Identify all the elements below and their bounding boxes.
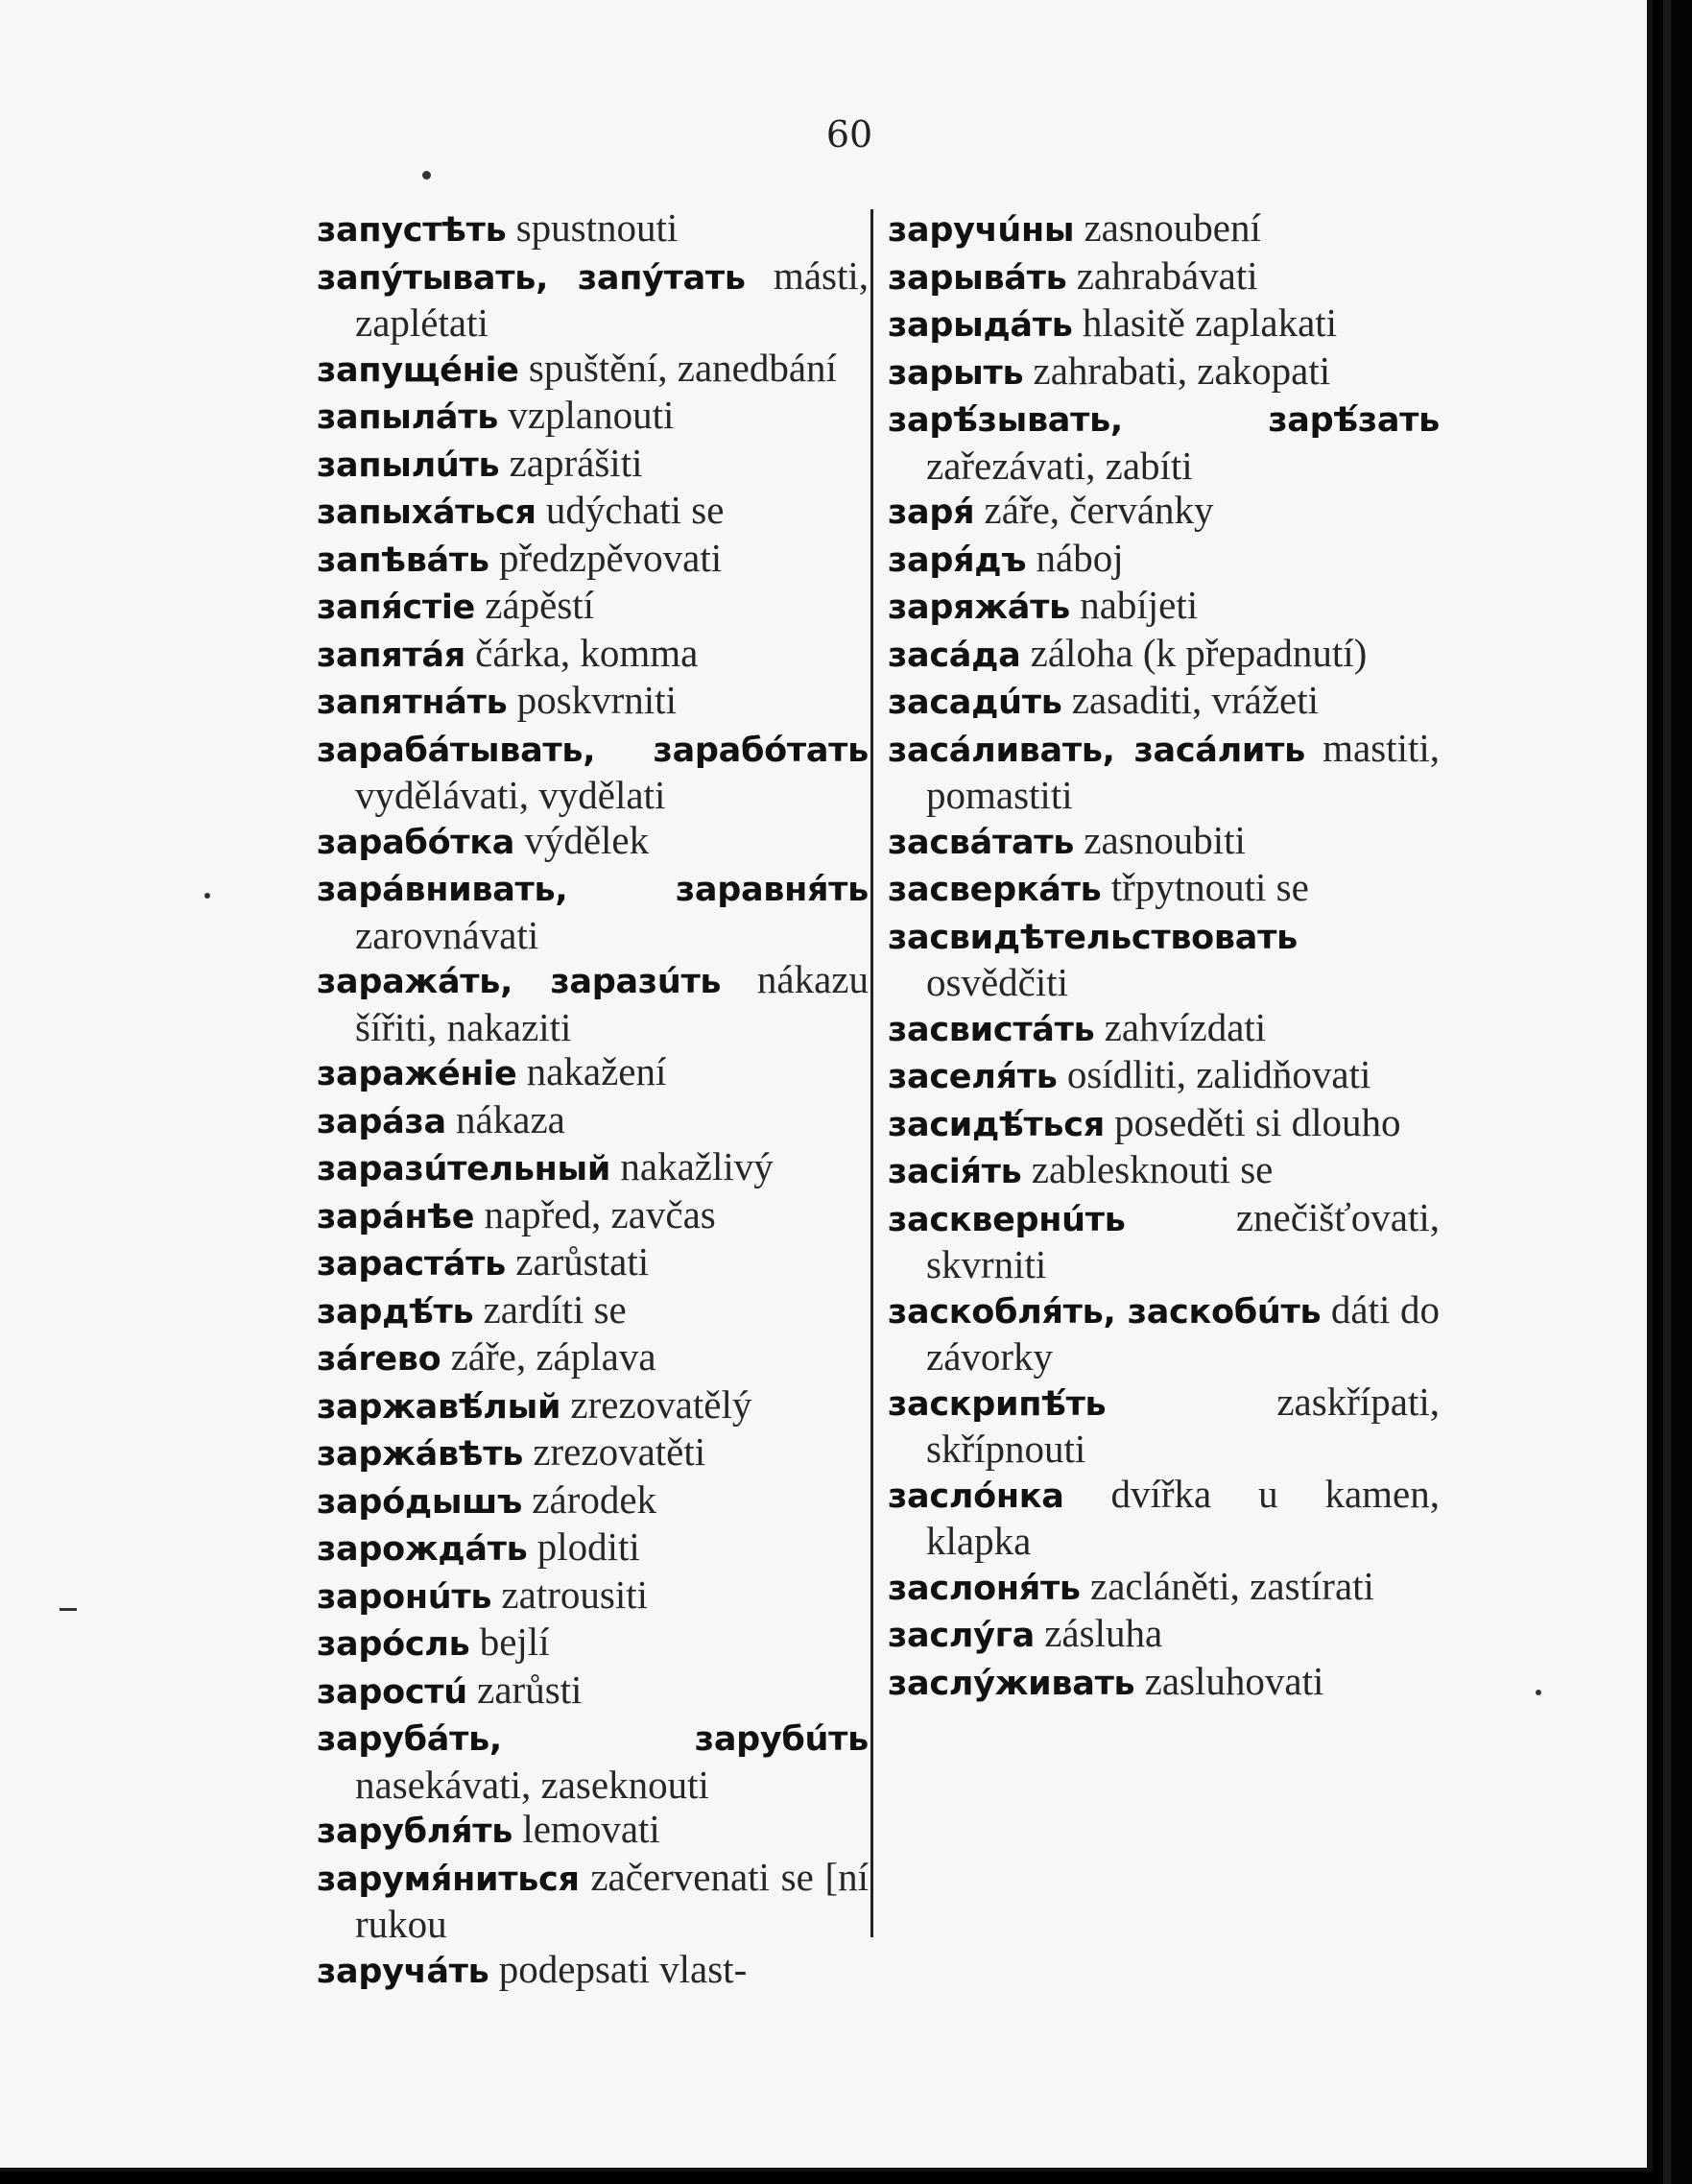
headword: заражéніе <box>317 1055 517 1093</box>
headword: засидѣ́ться <box>888 1105 1105 1144</box>
headword: зарождáть <box>317 1530 528 1569</box>
dictionary-entry <box>888 1005 1440 1053</box>
definition: předzpěvovati <box>498 535 723 580</box>
definition: osvědčiti <box>926 960 1069 1004</box>
dictionary-entry <box>888 205 1440 253</box>
headword: зарáвнивать, заравня́ть <box>317 871 869 909</box>
dictionary-entry <box>888 1052 1440 1100</box>
dictionary-entry <box>317 631 869 679</box>
dictionary-entry <box>317 1620 869 1668</box>
dictionary-entry <box>888 678 1440 726</box>
headword: засверкáть <box>888 871 1102 909</box>
definition: záloha (k přepadnutí) <box>1030 630 1368 675</box>
definition: podepsati vlast- <box>498 1946 748 1991</box>
left-column <box>317 205 869 1994</box>
headword: заскрипѣ́ть <box>888 1384 1107 1424</box>
definition: osídliti, zalidňovati <box>1066 1052 1371 1096</box>
definition: napřed, zavčas <box>484 1191 716 1236</box>
headword: заразúтельный <box>317 1150 611 1188</box>
headword: запылúть <box>317 445 500 485</box>
headword: запѣвáть <box>317 540 489 580</box>
ink-speck <box>60 1608 77 1611</box>
headword: заряжáть <box>888 588 1070 627</box>
headword: заражáть, заразúть <box>317 963 722 1001</box>
headword: зарыть <box>888 353 1024 393</box>
definition: záře, záplava <box>450 1334 656 1379</box>
dictionary-entry <box>888 348 1440 396</box>
headword: зарумя́ниться <box>317 1860 580 1899</box>
dictionary-entry <box>888 1195 1440 1287</box>
headword: зárево <box>317 1340 441 1379</box>
headword: зарабóтка <box>317 823 515 862</box>
headword: зарыдáть <box>888 306 1073 345</box>
dictionary-entry <box>888 1611 1440 1659</box>
definition: zarůstati <box>515 1239 650 1284</box>
dictionary-entry <box>888 583 1440 631</box>
dictionary-entry <box>317 1097 869 1145</box>
definition: zatrousiti <box>501 1572 648 1617</box>
definition: náboj <box>1036 535 1124 580</box>
headword: зарáза <box>317 1102 446 1141</box>
headword: засадúть <box>888 684 1062 722</box>
definition: spuštění, zanedbání <box>528 345 837 390</box>
dictionary-entry <box>317 1334 869 1382</box>
definition: zasnoubiti <box>1084 817 1246 862</box>
headword: запятáя <box>317 636 465 675</box>
definition: bejlí <box>479 1620 550 1664</box>
headword: заржавѣ́лый <box>317 1387 561 1427</box>
definition: nákazu šířiti, nakaziti <box>355 957 869 1049</box>
definition: másti, zaplétati <box>355 252 869 345</box>
headword: зарастáть <box>317 1245 506 1284</box>
definition: zásluha <box>1044 1611 1163 1655</box>
definition: čárka, komma <box>475 630 699 675</box>
headword: заслоня́ть <box>888 1569 1081 1608</box>
headword: засáда <box>888 636 1021 675</box>
headword: зарабáтывать, зарабóтать <box>317 731 869 770</box>
dictionary-entry <box>317 1572 869 1620</box>
dictionary-entry <box>888 1472 1440 1564</box>
definition: vydělávati, vydělati <box>355 773 666 817</box>
headword: заростú <box>317 1672 467 1712</box>
page-number: 60 <box>825 113 873 156</box>
definition: spustnouti <box>515 205 679 250</box>
headword: заслýживать <box>888 1664 1135 1703</box>
definition: poseděti si dlouho <box>1114 1099 1401 1144</box>
definition: poskvrniti <box>516 678 677 722</box>
headword: зардѣ́ть <box>317 1292 474 1332</box>
definition: zahrabati, zakopati <box>1033 348 1331 393</box>
dictionary-entry <box>888 536 1440 584</box>
definition: záře, červánky <box>984 488 1214 532</box>
right-column <box>888 205 1440 1706</box>
dictionary-entry <box>888 913 1440 1005</box>
headword: засáливать, засáлить <box>888 731 1305 770</box>
headword: заря́дъ <box>888 540 1027 580</box>
headword: заржáвѣть <box>317 1435 524 1474</box>
headword: заслóнка <box>888 1476 1064 1516</box>
definition: nasekávati, zaseknouti <box>355 1762 709 1807</box>
headword: запятнáть <box>317 684 508 722</box>
dictionary-entry <box>317 1287 869 1335</box>
binding-rule <box>1663 0 1671 2184</box>
definition: lemovati <box>522 1807 660 1851</box>
definition: mastiti, pomastiti <box>926 725 1440 817</box>
dictionary-entry <box>317 441 869 489</box>
dictionary-entry <box>317 1382 869 1430</box>
definition: zárodek <box>532 1476 657 1522</box>
headword: заслýга <box>888 1617 1035 1655</box>
definition: zardíti se <box>483 1286 627 1332</box>
definition: znečišťovati, skvrniti <box>926 1194 1440 1286</box>
dictionary-entry <box>317 1429 869 1477</box>
dictionary-entry <box>317 253 869 346</box>
definition: zablesknouti se <box>1031 1147 1274 1191</box>
definition: zařezávati, zabíti <box>926 443 1193 488</box>
headword: заселя́ть <box>888 1058 1058 1096</box>
definition: ploditi <box>536 1524 640 1569</box>
dictionary-entry <box>317 818 869 866</box>
headword: зарóсль <box>317 1625 470 1664</box>
dictionary-entry <box>888 1659 1440 1707</box>
dictionary-entry <box>317 393 869 441</box>
headword: запущéніе <box>317 350 519 390</box>
definition: začervenati se [ní rukou <box>355 1854 869 1946</box>
dictionary-entry <box>888 1564 1440 1612</box>
headword: запустѣть <box>317 211 507 250</box>
dictionary-entry <box>317 865 869 957</box>
dictionary-entry <box>317 1947 869 1995</box>
definition: zacláněti, zastírati <box>1090 1563 1374 1608</box>
definition: zarůsti <box>477 1667 583 1712</box>
ink-speck <box>1536 1690 1541 1695</box>
definition: vzplanouti <box>508 393 675 437</box>
dictionary-entry <box>888 865 1440 913</box>
headword: засвáтать <box>888 823 1075 862</box>
headword: заручáть <box>317 1952 489 1991</box>
definition: zrezovatělý <box>570 1381 752 1427</box>
dictionary-entry <box>317 346 869 394</box>
dictionary-entry <box>317 726 869 818</box>
headword: заскобля́ть, заскобúть <box>888 1292 1322 1332</box>
ink-speck <box>204 893 210 899</box>
definition: třpytnouti se <box>1110 865 1309 909</box>
headword: засквернúть <box>888 1200 1126 1239</box>
dictionary-entry <box>317 583 869 631</box>
definition: zasluhovati <box>1144 1658 1324 1703</box>
dictionary-entry <box>317 1524 869 1572</box>
headword: зарáнѣе <box>317 1197 475 1236</box>
headword: зарубля́ть <box>317 1812 513 1851</box>
definition: zasnoubení <box>1084 205 1261 250</box>
dictionary-entry <box>888 1287 1440 1380</box>
dictionary-entry <box>317 1715 869 1807</box>
definition: udýchati se <box>545 488 725 532</box>
definition: zahrabávati <box>1076 252 1258 298</box>
definition: dáti do závorky <box>926 1286 1440 1379</box>
dictionary-entry <box>888 300 1440 348</box>
scan-edge <box>1671 0 1692 2184</box>
definition: výdělek <box>524 817 650 862</box>
headword: зарѣ́зывать, зарѣ́зать <box>888 401 1440 440</box>
dictionary-entry <box>317 536 869 584</box>
dictionary-entry <box>317 1807 869 1855</box>
dictionary-entry <box>317 678 869 726</box>
headword: зарубáть, зарубúть <box>317 1720 869 1759</box>
dictionary-entry <box>888 253 1440 301</box>
dictionary-entry <box>888 631 1440 679</box>
dictionary-entry <box>888 488 1440 536</box>
dictionary-entry <box>317 1192 869 1240</box>
definition: zasaditi, vrážeti <box>1071 678 1320 722</box>
headword: зарывáть <box>888 258 1067 298</box>
headword: зарóдышъ <box>317 1482 523 1522</box>
headword: засвистáть <box>888 1010 1095 1049</box>
headword: запýтывать, запýтать <box>317 258 746 298</box>
headword: засвидѣтельствовать <box>888 918 1298 957</box>
dictionary-entry <box>317 488 869 536</box>
headword: заронúть <box>317 1577 492 1617</box>
headword: запя́стіе <box>317 588 475 627</box>
dictionary-entry <box>888 396 1440 488</box>
dictionary-entry <box>317 1668 869 1716</box>
ink-speck <box>422 171 431 180</box>
dictionary-entry <box>317 1239 869 1287</box>
dictionary-entry <box>888 1147 1440 1195</box>
dictionary-entry <box>317 1049 869 1097</box>
definition: zaskřípati, skřípnouti <box>926 1379 1440 1471</box>
dictionary-entry <box>317 957 869 1049</box>
definition: nákaza <box>456 1096 565 1141</box>
headword: запыхáться <box>317 493 536 532</box>
headword: заручúны <box>888 211 1075 250</box>
definition: zrezovatěti <box>533 1429 706 1474</box>
dictionary-entry <box>888 1380 1440 1472</box>
dictionary-entry <box>317 1855 869 1947</box>
dictionary-entry <box>317 205 869 253</box>
dictionary-entry <box>317 1477 869 1525</box>
definition: hlasitě zaplakati <box>1082 300 1338 345</box>
definition: nakažlivý <box>620 1144 774 1188</box>
headword: заря́ <box>888 493 975 532</box>
dictionary-entry <box>317 1144 869 1192</box>
definition: zaprášiti <box>509 440 643 485</box>
headword: засія́ть <box>888 1153 1022 1191</box>
definition: nakažení <box>526 1049 667 1093</box>
definition: zarovnávati <box>355 912 539 957</box>
dictionary-entry <box>888 818 1440 866</box>
definition: zápěstí <box>485 583 595 627</box>
headword: запылáть <box>317 398 499 437</box>
column-divider <box>870 209 873 1937</box>
definition: dvířka u kamen, klapka <box>926 1471 1440 1563</box>
dictionary-entry <box>888 726 1440 818</box>
definition: zahvízdati <box>1104 1004 1267 1049</box>
definition: nabíjeti <box>1080 583 1199 627</box>
dictionary-entry <box>888 1100 1440 1148</box>
